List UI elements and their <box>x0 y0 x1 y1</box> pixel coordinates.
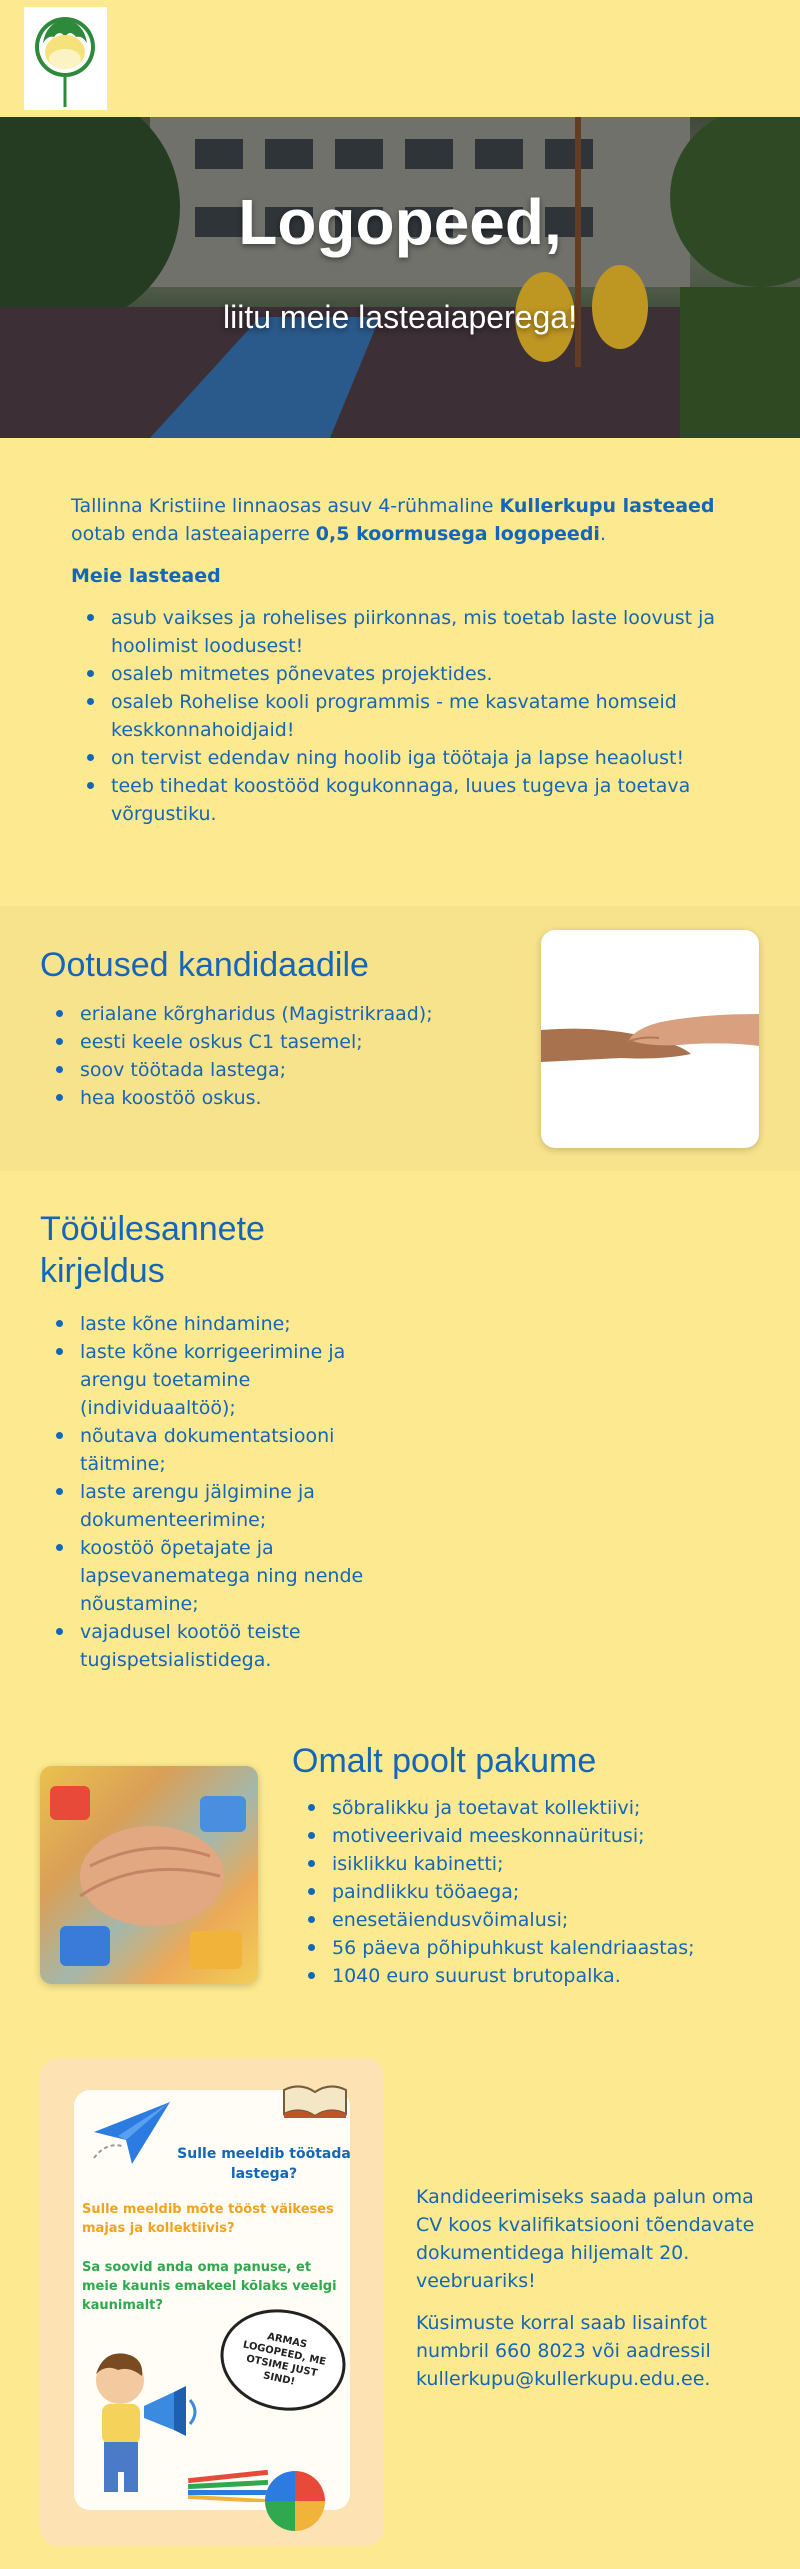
apply-section <box>416 2183 756 2407</box>
list-item: erialane kõrgharidus (Magistrikraad); <box>40 1000 520 1028</box>
list-item: asub vaikses ja rohelises piirkonnas, mis toetab laste loovust ja hoolimist loodusest! <box>71 604 741 660</box>
expectations-list <box>40 1000 520 1112</box>
kindergarten-logo[interactable] <box>24 7 107 110</box>
offer-section <box>292 1740 752 1990</box>
duties-section <box>40 1208 370 1674</box>
beach-ball-icon <box>264 2470 326 2532</box>
list-item: isiklikku kabinetti; <box>292 1850 752 1878</box>
duties-list <box>40 1310 370 1674</box>
list-item: osaleb mitmetes põnevates projektides. <box>71 660 741 688</box>
list-item: eesti keele oskus C1 tasemel; <box>40 1028 520 1056</box>
list-item: koostöö õpetajate ja lapsevanematega ning nende nõustamine; <box>40 1534 370 1618</box>
book-icon <box>280 2076 350 2120</box>
list-item: nõutava dokumentatsiooni täitmine; <box>40 1422 370 1478</box>
hero-title: Logopeed, <box>238 186 562 258</box>
offer-list <box>292 1794 752 1990</box>
speech-bubble: ARMAS LOGOPEED, ME OTSIME JUST SIND! <box>211 2298 355 2422</box>
intro-text-middle: ootab enda lasteaiaperre <box>71 523 316 545</box>
poster-line-2: Sulle meeldib mõte tööst väikeses majas ja kollektiivis? <box>82 2202 334 2236</box>
expectations-section <box>40 944 520 1112</box>
position-name: 0,5 koormusega logopeedi <box>315 523 600 545</box>
kindergarten-name: Kullerkupu lasteaed <box>499 495 715 517</box>
offer-title: Omalt poolt pakume <box>292 1742 597 1780</box>
list-item: laste kõne hindamine; <box>40 1310 370 1338</box>
hero-subtitle: liitu meie lasteaiaperega! <box>223 299 577 335</box>
list-item: teeb tihedat koostööd kogukonnaga, luues tugeva ja toetava võrgustiku. <box>71 772 741 828</box>
intro-list <box>71 604 741 828</box>
recruitment-poster <box>40 2058 384 2546</box>
poster-line-3: Sa soovid anda oma panuse, et meie kaunis emakeel kõlaks veelgi kaunimalt? <box>82 2260 337 2313</box>
list-item: soov töötada lastega; <box>40 1056 520 1084</box>
hero-banner <box>0 117 800 438</box>
list-item: laste arengu jälgimine ja dokumenteerimine; <box>40 1478 370 1534</box>
expectations-title: Ootused kandidaadile <box>40 946 369 984</box>
poster-card <box>74 2090 350 2510</box>
list-item: vajadusel kootöö teiste tugispetsialistidega. <box>40 1618 370 1674</box>
intro-heading: Meie lasteaed <box>71 565 221 587</box>
hero-overlay <box>0 117 800 438</box>
apply-contact: Küsimuste korral saab lisainfot numbril 660 8023 või aadressil kullerkupu@kullerkupu.edu.ee. <box>416 2312 711 2390</box>
intro-text-before: Tallinna Kristiine linnaosas asuv 4-rühmaline <box>71 495 500 517</box>
list-item: laste kõne korrigeerimine ja arengu toetamine (individuaaltöö); <box>40 1338 370 1422</box>
list-item: 1040 euro suurust brutopalka. <box>292 1962 752 1990</box>
intro-section <box>71 492 741 828</box>
list-item: motiveerivaid meeskonnaüritusi; <box>292 1822 752 1850</box>
team-hands-image <box>40 1766 258 1984</box>
hands-image <box>541 930 759 1148</box>
list-item: 56 päeva põhipuhkust kalendriaastas; <box>292 1934 752 1962</box>
apply-instructions: Kandideerimiseks saada palun oma CV koos kvalifikatsiooni tõendavate dokumentidega hiljemalt 20. veebruariks! <box>416 2186 755 2292</box>
list-item: enesetäiendusvõimalusi; <box>292 1906 752 1934</box>
poster-line-1: Sulle meeldib töötada lastega? <box>177 2146 351 2182</box>
site-header <box>0 0 800 117</box>
paper-plane-icon <box>92 2098 172 2168</box>
list-item: sõbralikku ja toetavat kollektiivi; <box>292 1794 752 1822</box>
intro-paragraph <box>71 492 741 548</box>
list-item: osaleb Rohelise kooli programmis - me kasvatame homseid keskkonnahoidjaid! <box>71 688 741 744</box>
list-item: paindlikku tööaega; <box>292 1878 752 1906</box>
intro-text-after: . <box>599 523 606 545</box>
list-item: on tervist edendav ning hoolib iga töötaja ja lapse heaolust! <box>71 744 741 772</box>
duties-title: Tööülesannete kirjeldus <box>40 1210 265 1290</box>
crayons-icon <box>184 2470 274 2502</box>
list-item: hea koostöö oskus. <box>40 1084 520 1112</box>
